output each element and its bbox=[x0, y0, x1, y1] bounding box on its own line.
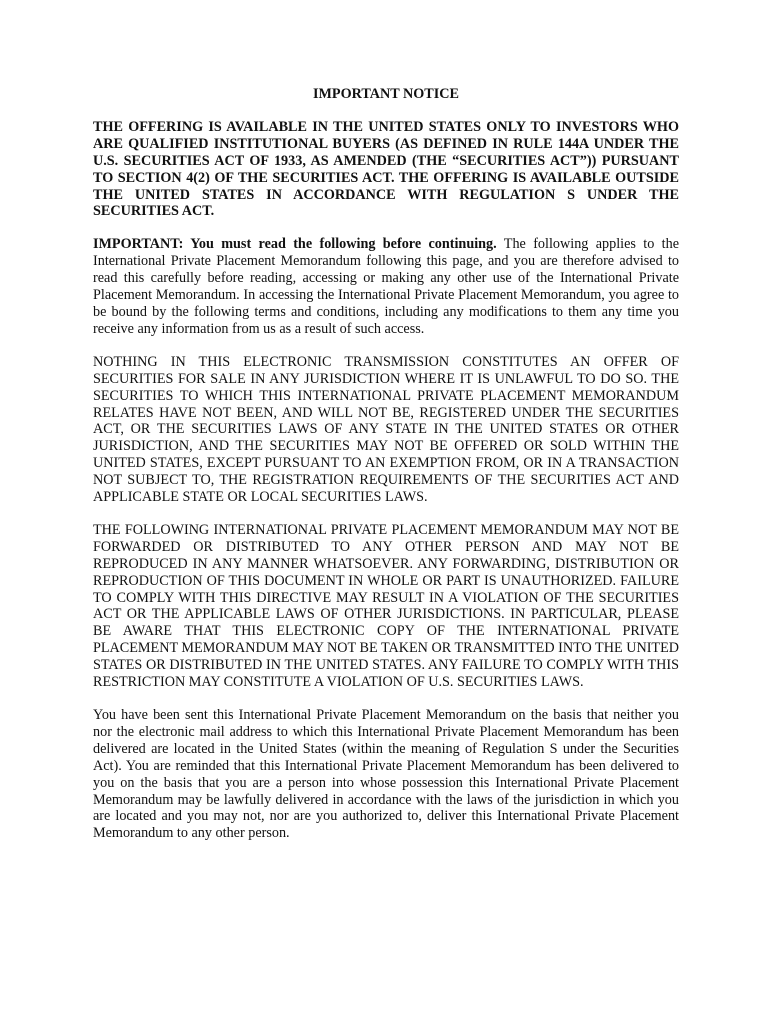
important-body-text: The following applies to the International Private Placement Memorandum following this page, and you are therefore advised to read this carefully before reading, accessing or making any other use of the International Private Placement Memorandum. In accessing the International Private Placement Memorandum, you agree to be bound by the following terms and conditions, including any modifications to them any time you receive any information from us as a result of such access. bbox=[93, 236, 679, 337]
no-offer-paragraph: NOTHING IN THIS ELECTRONIC TRANSMISSION CONSTITUTES AN OFFER OF SECURITIES FOR SALE IN ANY JURISDICTION WHERE IT IS UNLAWFUL TO DO SO. THE SECURITIES TO WHICH THIS INTERNATIONAL PRIVATE PLACEMENT MEMORANDUM RELATES HAVE NOT BEEN, AND WILL NOT BE, REGISTERED UNDER THE SECURITIES ACT, OR THE SECURITIES LAWS OF ANY STATE IN THE UNITED STATES OR OTHER JURISDICTION, AND THE SECURITIES MAY NOT BE OFFERED OR SOLD WITHIN THE UNITED STATES, EXCEPT PURSUANT TO AN EXEMPTION FROM, OR IN A TRANSACTION NOT SUBJECT TO, THE REGISTRATION REQUIREMENTS OF THE SECURITIES ACT AND APPLICABLE STATE OR LOCAL SECURITIES LAWS. bbox=[93, 353, 679, 506]
important-lead-text: IMPORTANT: You must read the following before continuing. bbox=[93, 236, 497, 253]
document-title: IMPORTANT NOTICE bbox=[313, 86, 459, 102]
delivery-basis-paragraph: You have been sent this International Private Placement Memorandum on the basis that neither you nor the electronic mail address to which this International Private Placement Memorandum has been delivered are located in the United States (within the meaning of Regulation S under the Securities Act). You are reminded that this International Private Placement Memorandum has been delivered to you on the basis that you are a person into whose possession this International Private Placement Memorandum may be lawfully delivered in accordance with the laws of the jurisdiction in which you are located and you may not, nor are you authorized to, deliver this International Private Placement Memorandum to any other person. bbox=[93, 707, 679, 842]
document-page bbox=[93, 86, 679, 858]
offering-availability-paragraph: THE OFFERING IS AVAILABLE IN THE UNITED STATES ONLY TO INVESTORS WHO ARE QUALIFIED INSTITUTIONAL BUYERS (AS DEFINED IN RULE 144A UNDER THE U.S. SECURITIES ACT OF 1933, AS AMENDED (THE “SECURITIES ACT”)) PURSUANT TO SECTION 4(2) OF THE SECURITIES ACT. THE OFFERING IS AVAILABLE OUTSIDE THE UNITED STATES IN ACCORDANCE WITH REGULATION S UNDER THE SECURITIES ACT. bbox=[93, 118, 679, 220]
no-forwarding-paragraph: THE FOLLOWING INTERNATIONAL PRIVATE PLACEMENT MEMORANDUM MAY NOT BE FORWARDED OR DISTRIBUTED TO ANY OTHER PERSON AND MAY NOT BE REPRODUCED IN ANY MANNER WHATSOEVER. ANY FORWARDING, DISTRIBUTION OR REPRODUCTION OF THIS DOCUMENT IN WHOLE OR PART IS UNAUTHORIZED. FAILURE TO COMPLY WITH THIS DIRECTIVE MAY RESULT IN A VIOLATION OF THE SECURITIES ACT OR THE APPLICABLE LAWS OF OTHER JURISDICTIONS. IN PARTICULAR, PLEASE BE AWARE THAT THIS ELECTRONIC COPY OF THE INTERNATIONAL PRIVATE PLACEMENT MEMORANDUM MAY NOT BE TAKEN OR TRANSMITTED INTO THE UNITED STATES OR DISTRIBUTED IN THE UNITED STATES. ANY FAILURE TO COMPLY WITH THIS RESTRICTION MAY CONSTITUTE A VIOLATION OF U.S. SECURITIES LAWS. bbox=[93, 521, 679, 691]
important-read-first-paragraph bbox=[93, 236, 679, 337]
